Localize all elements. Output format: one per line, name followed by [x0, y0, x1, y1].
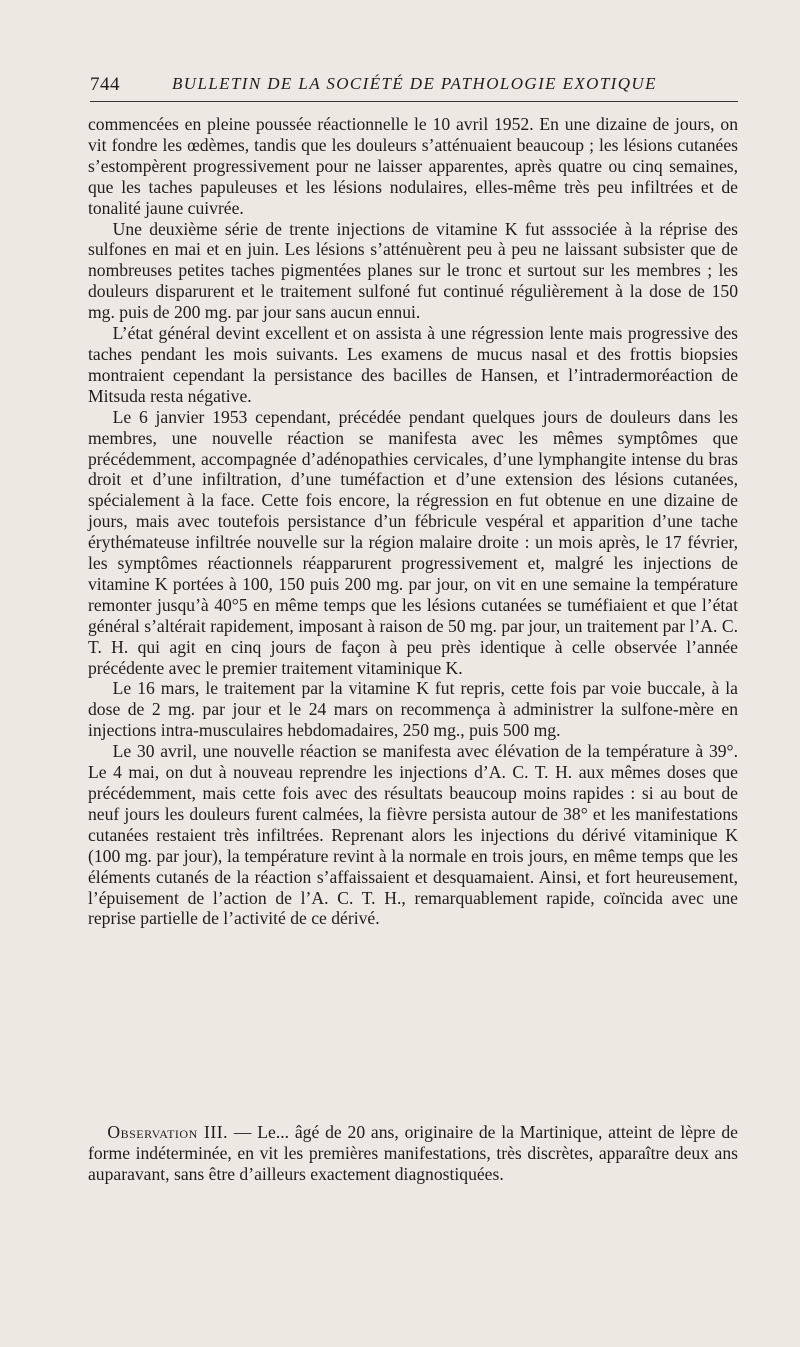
page-header — [90, 70, 740, 96]
observation-text: — Le... âgé de 20 ans, originaire de la Martinique, atteint de lèpre de forme indéterminée, en vit les premières manifestations, très discrètes, apparaître deux ans auparavant, sans être d’ailleurs exactement diagnostiquées. — [88, 1122, 738, 1184]
paragraph: Le 30 avril, une nouvelle réaction se manifesta avec élévation de la température à 39°. Le 4 mai, on dut à nouveau reprendre les injections d’A. C. T. H. aux mêmes doses que précédemment, mais cette fois avec des résultats beaucoup moins rapides : si au bout de neuf jours les douleurs furent calmées, la fièvre persista autour de 38° et les manifestations cutanées restaient très infiltrées. Reprenant alors les injections du dérivé vitaminique K (100 mg. par jour), la température revint à la normale en trois jours, en même temps que les éléments cutanés de la réaction s’affaissaient et desquamaient. Ainsi, et fort heureusement, l’épuisement de l’action de l’A. C. T. H., remarquablement rapide, coïncida avec une reprise partielle de l’activité de ce dérivé. — [88, 741, 738, 929]
page-number: 744 — [90, 74, 120, 95]
observation-paragraph — [88, 1122, 738, 1185]
header-rule — [90, 101, 738, 102]
paragraph: Le 6 janvier 1953 cependant, précédée pendant quelques jours de douleurs dans les membres, une nouvelle réaction se manifesta avec les mêmes symptômes que précédemment, accompagnée d’adénopathies cervicales, d’une lymphangite intense du bras droit et d’une infiltration, d’une tuméfaction et d’une extension des lésions cutanées, spécialement à la face. Cette fois encore, la régression en fut obtenue en une dizaine de jours, mais avec toutefois persistance d’un fébricule vespéral et apparition d’une tache érythémateuse infiltrée nouvelle sur la région malaire droite : un mois après, le 17 février, les symptômes réactionnels réapparurent progressivement et, malgré les injections de vitamine K portées à 100, 150 puis 200 mg. par jour, on vit en une semaine la température remonter jusqu’à 40°5 en même temps que les lésions cutanées se tuméfiaient et que l’état général s’altérait rapidement, imposant à raison de 50 mg. par jour, un traitement par l’A. C. T. H. qui agit en cinq jours de façon à peu près identique à celle observée l’année précédente avec le premier traitement vitaminique K. — [88, 406, 738, 678]
running-title: BULLETIN DE LA SOCIÉTÉ DE PATHOLOGIE EXOTIQUE — [172, 74, 657, 93]
observation-section — [88, 1122, 738, 1185]
paragraph: Une deuxième série de trente injections de vitamine K fut asssociée à la réprise des sulfones en mai et en juin. Les lésions s’atténuèrent peu à peu ne laissant subsister que de nombreuses petites taches pigmentées planes sur le tronc et surtout sur les membres ; les douleurs disparurent et le traitement sulfoné fut continué régulièrement à la dose de 150 mg. puis de 200 mg. par jour sans aucun ennui. — [88, 218, 738, 323]
paragraph: L’état général devint excellent et on assista à une régression lente mais progressive des taches pendant les mois suivants. Les examens de mucus nasal et des frottis biopsies montraient cependant la persistance des bacilles de Hansen, et l’intradermoréaction de Mitsuda resta négative. — [88, 323, 738, 406]
paragraph: commencées en pleine poussée réactionnelle le 10 avril 1952. En une dizaine de jours, on vit fondre les œdèmes, tandis que les douleurs s’atténuaient beaucoup ; les lésions cutanées s’estompèrent progressivement pour ne laisser apparentes, après quatre ou cinq semaines, que les taches papuleuses et les lésions nodulaires, elles-même très peu infiltrées et de tonalité jaune cuivrée. — [88, 114, 738, 218]
observation-label: Observation III. — [107, 1122, 229, 1142]
article-body — [88, 114, 738, 929]
paragraph: Le 16 mars, le traitement par la vitamine K fut repris, cette fois par voie buccale, à la dose de 2 mg. par jour et le 24 mars on recommença à administrer la sulfone-mère en injections intra-musculaires hebdomadaires, 250 mg., puis 500 mg. — [88, 678, 738, 741]
